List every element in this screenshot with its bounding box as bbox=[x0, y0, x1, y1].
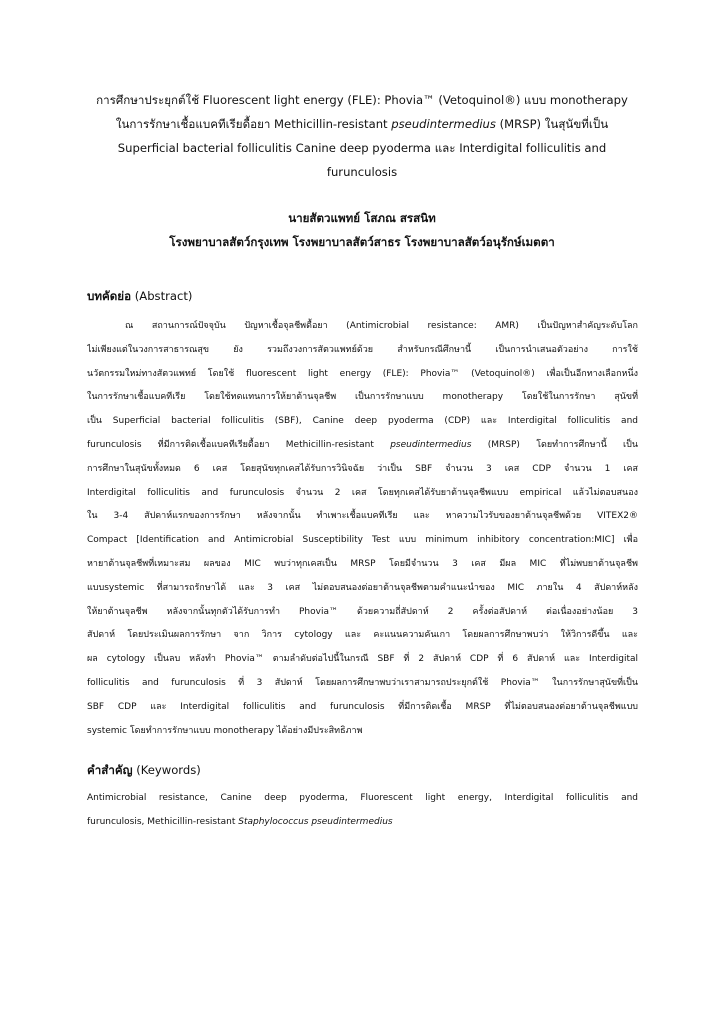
keywords-heading-th: คำสำคัญ bbox=[87, 763, 133, 777]
abstract-heading-en: (Abstract) bbox=[134, 289, 193, 303]
abstract-line: Interdigital folliculitis and furunculosis จำนวน 2 เคส โดยทุกเคสได้รับยาต้านจุลชีพแบบ empirical แล้วไม่ตอบสนอง bbox=[87, 487, 638, 498]
abstract-line: ในการรักษาเชื้อแบคทีเรีย โดยใช้ทดแทนการให้ยาต้านจุลชีพ เป็นการรักษาแบบ monotherapy โดยใช้ในการรักษา สุนัขที่ bbox=[87, 392, 638, 403]
abstract-line: แบบsystemic ที่สามารถรักษาได้ และ 3 เคส ไม่ตอบสนองต่อยาต้านจุลชีพตามคำแนะนำของ MIC ภายใน 4 สัปดาห์หลัง bbox=[87, 582, 638, 593]
abstract-line: นวัตกรรมใหม่ทางสัตวแพทย์ โดยใช้ fluorescent light energy (FLE): Phovia™ (Vetoquinol®) เพื่อเป็นอีกทางเลือกหนึ่ง bbox=[87, 368, 638, 379]
abstract-heading bbox=[87, 288, 192, 304]
abstract-line: สัปดาห์ โดยประเมินผลการรักษา จาก วิการ cytology และ คะแนนความคันเกา โดยผลการศึกษาพบว่า ให้วิการดีขึ้น และ bbox=[87, 630, 638, 641]
abstract-line: Compact [Identification and Antimicrobial Susceptibility Test แบบ minimum inhibitory concentration:MIC] เพื่อ bbox=[87, 535, 638, 546]
abstract-line: ไม่เพียงแต่ในวงการสาธารณสุข ยัง รวมถึงวงการสัตวแพทย์ด้วย สำหรับกรณีศึกษานี้ เป็นการนำเสนอตัวอย่าง การใช้ bbox=[87, 344, 638, 355]
keyword-line: furunculosis, Methicillin-resistant Staphylococcus pseudintermedius bbox=[87, 817, 393, 827]
title-line-3: Superficial bacterial folliculitis Canine deep pyoderma และ Interdigital folliculitis and bbox=[117, 141, 607, 155]
author-block bbox=[70, 206, 654, 254]
paper-title bbox=[70, 88, 654, 184]
author-affiliation: โรงพยาบาลสัตว์กรุงเทพ โรงพยาบาลสัตว์สาธร โรงพยาบาลสัตว์อนุรักษ์เมตตา bbox=[169, 235, 555, 249]
abstract-line: ณ สถานการณ์ปัจจุบัน ปัญหาเชื้อจุลชีพดื้อยา (Antimicrobial resistance: AMR) เป็นปัญหาสำคัญระดับโลก bbox=[125, 321, 638, 331]
title-line-1: การศึกษาประยุกต์ใช้ Fluorescent light energy (FLE): Phovia™ (Vetoquinol®) แบบ monotherapy bbox=[96, 93, 628, 107]
abstract-line: ให้ยาต้านจุลชีพ หลังจากนั้นทุกตัวได้รับการทำ Phovia™ ด้วยความถี่สัปดาห์ 2 ครั้งต่อสัปดาห์ ต่อเนื่องอย่างน้อย 3 bbox=[87, 606, 638, 617]
title-line-4: furunculosis bbox=[326, 165, 398, 179]
keywords-heading bbox=[87, 762, 201, 778]
abstract-line: หายาต้านจุลชีพที่เหมาะสม ผลของ MIC พบว่าทุกเคสเป็น MRSP โดยมีจำนวน 3 เคส มีผล MIC ที่ไม่พบยาต้านจุลชีพ bbox=[87, 558, 638, 569]
abstract-line: ใน 3-4 สัปดาห์แรกของการรักษา หลังจากนั้น ทำเพาะเชื้อแบคทีเรีย และ หาความไวรับของยาต้านจุลชีพด้วย VITEX2® bbox=[87, 511, 638, 522]
abstract-heading-th: บทคัดย่อ bbox=[87, 289, 132, 303]
keyword-line: Antimicrobial resistance, Canine deep pyoderma, Fluorescent light energy, Interdigital folliculitis and bbox=[87, 793, 638, 803]
abstract-line: ผล cytology เป็นลบ หลังทำ Phovia™ ตามลำดับต่อไปนี้ในกรณี SBF ที่ 2 สัปดาห์ CDP ที่ 6 สัปดาห์ และ Interdigital bbox=[87, 654, 638, 665]
title-line-2: ในการรักษาเชื้อแบคทีเรียดื้อยา Methicillin-resistant pseudintermedius (MRSP) ในสุนัขที่เป็น bbox=[115, 117, 609, 131]
abstract-body bbox=[87, 315, 638, 743]
abstract-line: การศึกษาในสุนัขทั้งหมด 6 เคส โดยสุนัขทุกเคสได้รับการวินิจฉัย ว่าเป็น SBF จำนวน 3 เคส CDP จำนวน 1 เคส bbox=[87, 463, 638, 474]
author-name: นายสัตวแพทย์ โสภณ สรสนิท bbox=[288, 211, 436, 225]
abstract-line: เป็น Superficial bacterial folliculitis (SBF), Canine deep pyoderma (CDP) และ Interdigital folliculitis and bbox=[87, 416, 638, 427]
keywords-heading-en: (Keywords) bbox=[136, 763, 201, 777]
abstract-line: SBF CDP และ Interdigital folliculitis and furunculosis ที่มีการติดเชื้อ MRSP ที่ไม่ตอบสนองต่อยาต้านจุลชีพแบบ bbox=[87, 701, 638, 712]
abstract-line: folliculitis and furunculosis ที่ 3 สัปดาห์ โดยผลการศึกษาพบว่าเราสามารถประยุกต์ใช้ Phovia™ ในการรักษาสุนัขที่เป็น bbox=[87, 677, 638, 688]
abstract-line: systemic โดยทำการรักษาแบบ monotherapy ได้อย่างมีประสิทธิภาพ bbox=[87, 725, 363, 736]
abstract-line: furunculosis ที่มีการติดเชื้อแบคทีเรียดื้อยา Methicillin-resistant pseudintermedius (MRSP) โดยทำการศึกษานี้ เป็น bbox=[87, 439, 638, 450]
keywords-body bbox=[87, 786, 638, 834]
